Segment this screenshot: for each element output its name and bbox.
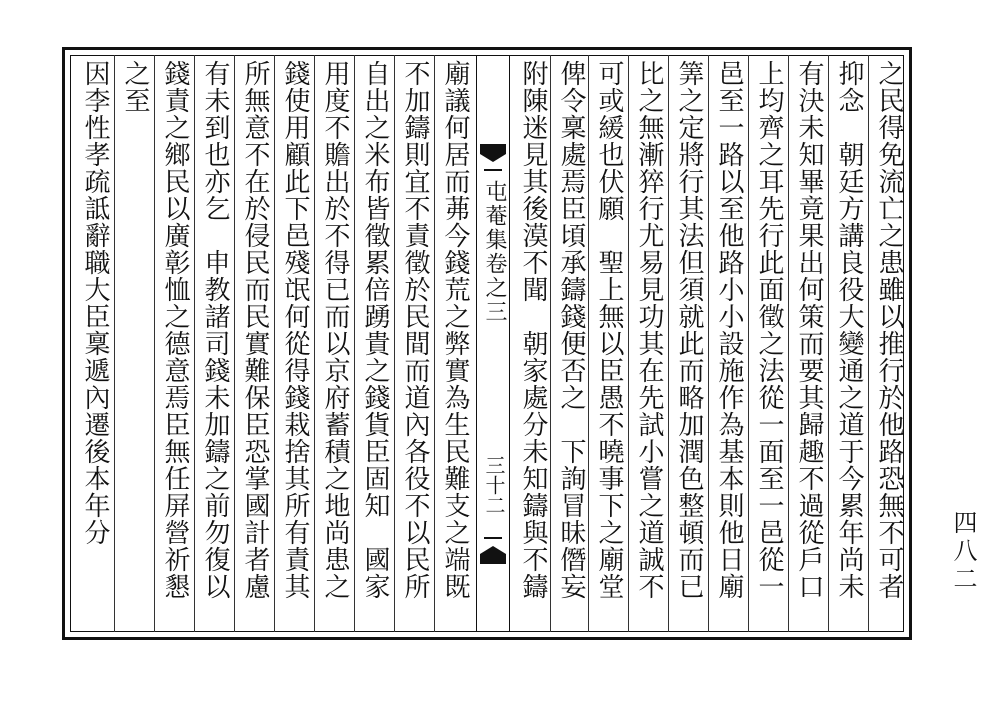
text-column: 有決未知畢竟果出何策而要其歸趣不過從戶口 [794,60,824,600]
text-column: 有未到也亦乞 申教諸司錢未加鑄之前勿復以 [200,60,230,600]
column-rule [868,55,869,632]
column-rule [234,55,235,632]
text-column: 附陳迷見其後漠不聞 朝家處分未知鑄與不鑄 [518,60,548,600]
column-rule [354,55,355,632]
text-column: 自出之米布皆徵累倍踴貴之錢貨臣固知 國家 [360,60,390,600]
text-column: 可或緩也伏願 聖上無以臣愚不曉事下之廟堂 [594,60,624,600]
text-column: 廟議何居而茀今錢荒之弊實為生民難支之端既 [440,60,470,600]
column-rule [274,55,275,632]
column-rule [114,55,115,632]
text-column: 抑念 朝廷方講良役大變通之道于今累年尚未 [834,60,864,600]
fish-tail-mark-top [478,140,508,180]
column-rule [194,55,195,632]
column-rule [708,55,709,632]
text-column: 俾令稟處焉臣頃承鑄錢便否之 下詢冒昧僭妄 [556,60,586,600]
text-column: 因李性孝疏詆辭職大臣稟遞內遷後本年分 [80,60,110,546]
column-rule [668,55,669,632]
text-column: 所無意不在於侵民而民實難保臣恐掌國計者慮 [240,60,270,600]
page-number: 四八二 [949,510,977,594]
text-column: 邑至一路以至他路小小設施作為基本則他日廟 [714,60,744,600]
text-column: 錢使用顧此下邑殘氓何從得錢栽捨其所有責其 [280,60,310,600]
text-column: 之民得免流亡之患雖以推行於他路恐無不可者 [874,60,904,600]
volume-title: 屯菴集卷之三 [482,180,507,324]
column-rule [788,55,789,632]
text-column: 用度不贍出於不得已而以京府蓄積之地尚患之 [320,60,350,600]
text-column: 錢責之鄉民以廣彰恤之德意焉臣無任屏營祈懇 [160,60,190,600]
text-column: 筭之定將行其法但須就此而略加潤色整頓而已 [674,60,704,600]
text-column: 比之無漸猝行尤易見功其在先試小嘗之道誠不 [634,60,664,600]
fish-tail-mark-bottom [478,528,508,568]
column-rule [748,55,749,632]
text-column: 上均齊之耳先行此面徵之法從一面至一邑從一 [754,60,784,600]
column-rule [434,55,435,632]
folio-number: 三十二 [482,455,506,515]
column-rule [628,55,629,632]
text-column: 不加鑄則宜不責徵於民間而道內各役不以民所 [400,60,430,600]
column-rule [394,55,395,632]
text-column: 之至 [120,60,150,114]
column-rule [314,55,315,632]
column-rule [828,55,829,632]
column-rule [154,55,155,632]
